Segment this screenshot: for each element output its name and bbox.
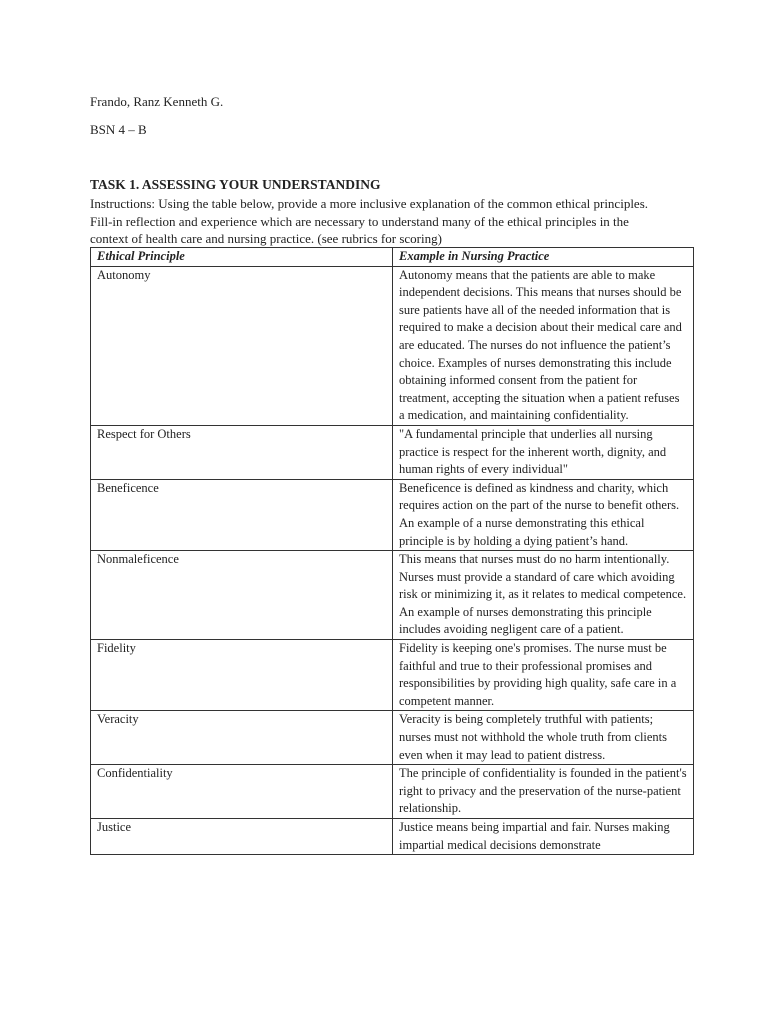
principle-cell: Veracity: [91, 711, 393, 765]
principle-cell: Justice: [91, 819, 393, 855]
instructions-paragraph: Instructions: Using the table below, provide a more inclusive explanation of the common ethical principles. Fill-in reflection and experience which are necessary to understand many of the ethical principles in the context of health care and nursing practice. (see rubrics for scoring): [90, 196, 649, 247]
header-example-in-nursing-practice: Example in Nursing Practice: [393, 248, 694, 267]
example-cell: Beneficence is defined as kindness and charity, which requires action on the part of the nurse to benefit others. An example of a nurse demonstrating this ethical principle is by holding a dying patient’s hand.: [393, 479, 694, 550]
author-name: Frando, Ranz Kenneth G.: [90, 94, 224, 109]
principle-cell: Respect for Others: [91, 425, 393, 479]
header-ethical-principle: Ethical Principle: [91, 248, 393, 267]
table-header-row: [91, 248, 694, 267]
example-cell: Justice means being impartial and fair. Nurses making impartial medical decisions demonstrate: [393, 819, 694, 855]
principle-cell: Fidelity: [91, 640, 393, 711]
example-cell: This means that nurses must do no harm intentionally. Nurses must provide a standard of care which avoiding risk or minimizing it, as it relates to medical competence. An example of nurses demonstrating this principle includes avoiding negligent care of a patient.: [393, 551, 694, 640]
class-section: BSN 4 – B: [90, 122, 147, 137]
table-row: [91, 640, 694, 711]
table-row: [91, 425, 694, 479]
table-row: [91, 711, 694, 765]
example-cell: Autonomy means that the patients are able to make independent decisions. This means that nurses should be sure patients have all of the needed information that is required to make a decision about their medical care and are educated. The nurses do not influence the patient’s choice. Examples of nurses demonstrating this include obtaining informed consent from the patient for treatment, accepting the situation when a patient refuses a medication, and maintaining confidentiality.: [393, 266, 694, 425]
table-row: [91, 551, 694, 640]
example-cell: "A fundamental principle that underlies all nursing practice is respect for the inherent worth, dignity, and human rights of every individual": [393, 425, 694, 479]
table-row: [91, 266, 694, 425]
example-cell: Fidelity is keeping one's promises. The nurse must be faithful and true to their professional promises and responsibilities by providing high quality, safe care in a competent manner.: [393, 640, 694, 711]
ethical-principles-table: [90, 247, 694, 855]
table-row: [91, 765, 694, 819]
table-row: [91, 819, 694, 855]
table-row: [91, 479, 694, 550]
example-cell: The principle of confidentiality is founded in the patient's right to privacy and the preservation of the nurse-patient relationship.: [393, 765, 694, 819]
principle-cell: Confidentiality: [91, 765, 393, 819]
task-title: TASK 1. ASSESSING YOUR UNDERSTANDING: [90, 177, 381, 192]
example-cell: Veracity is being completely truthful with patients; nurses must not withhold the whole truth from clients even when it may lead to patient distress.: [393, 711, 694, 765]
principle-cell: Nonmaleficence: [91, 551, 393, 640]
principle-cell: Autonomy: [91, 266, 393, 425]
principle-cell: Beneficence: [91, 479, 393, 550]
